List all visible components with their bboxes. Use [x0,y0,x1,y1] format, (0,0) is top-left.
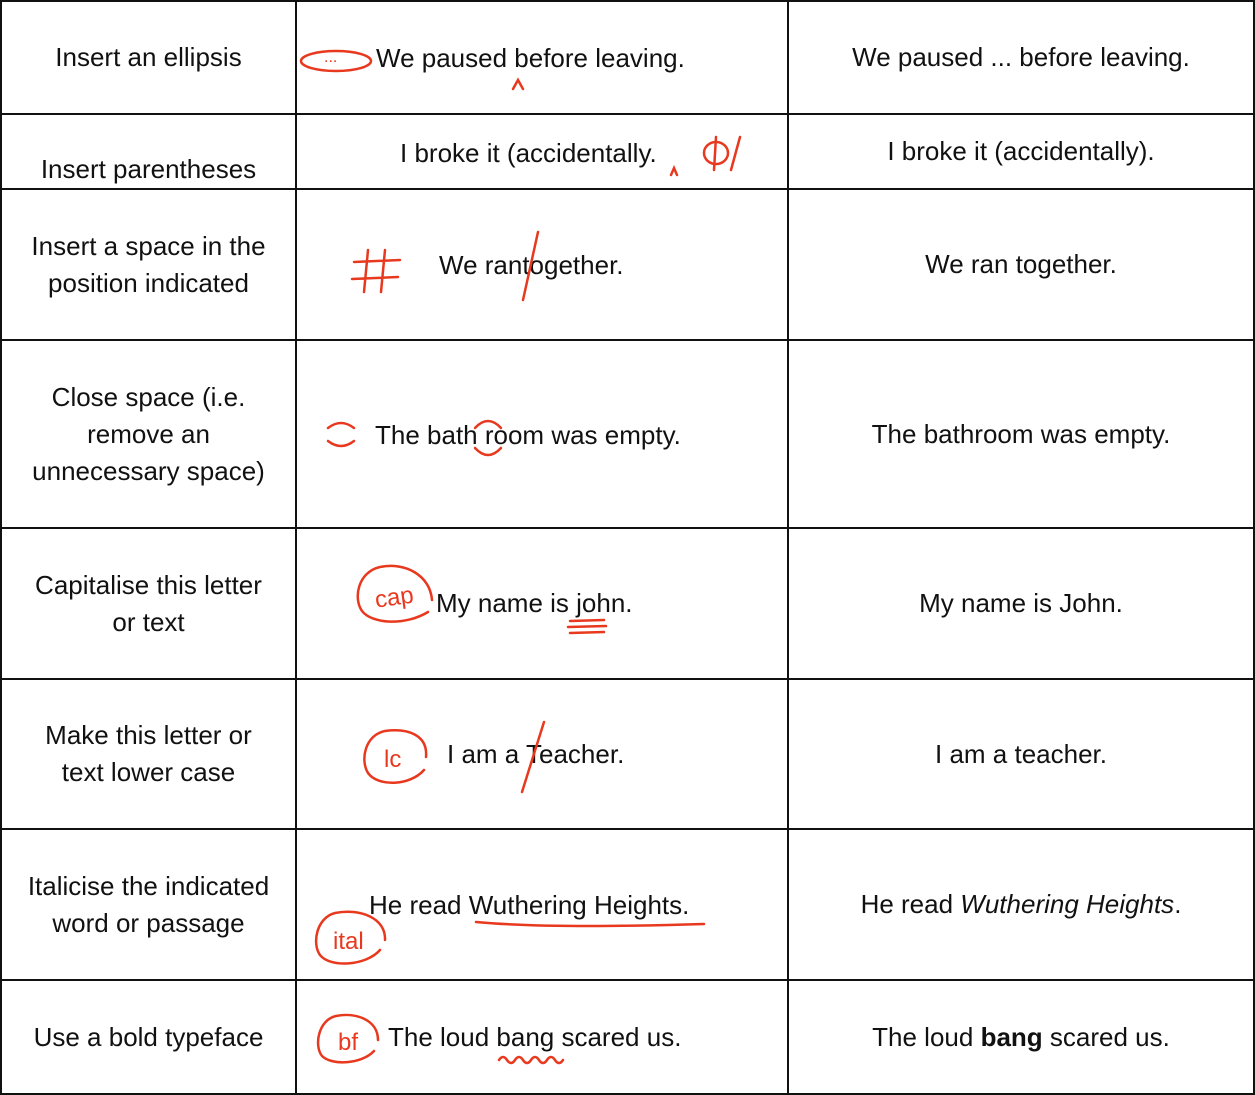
instruction-cell [2,680,295,828]
result-text [872,1019,1170,1056]
marked-sentence: He read Wuthering Heights. [369,890,690,920]
instruction-text: Close space (i.e. remove an unnecessary space) [32,381,265,486]
result-part: He read [860,889,961,919]
column-divider [295,0,297,1095]
marked-sentence: The bath room was empty. [375,420,681,450]
underline-mark [476,922,704,926]
result-cell [789,830,1253,979]
result-part: . [1174,889,1182,919]
result-text: I am a teacher. [935,738,1107,769]
hash-mark [352,250,400,292]
instruction-text: Italicise the indicated word or passage [27,870,270,938]
triple-underline-mark [568,620,606,633]
instruction-text: Use a bold typeface [33,1021,264,1052]
marked-sentence: My name is john. [436,588,633,618]
result-part: The loud [872,1021,981,1052]
marked-sentence: I am a Teacher. [447,739,625,769]
instruction-text: Insert an ellipsis [55,42,242,72]
slash-mark [731,137,740,170]
wavy-underline-mark [499,1057,563,1063]
instruction-cell [2,115,295,188]
instruction-cell [2,341,295,527]
result-bold-part: bang [980,1021,1043,1052]
marked-sentence: We paused before leaving. [376,43,685,73]
cap-label-mark: cap [373,581,416,614]
parenthesis-mark [714,137,716,170]
caret-mark [513,80,523,89]
result-cell [789,2,1253,113]
marked-sentence: The loud bang scared us. [388,1022,682,1052]
instruction-text: Insert parentheses [40,154,257,184]
bf-label-mark: bf [338,1029,359,1056]
instruction-cell [2,830,295,979]
marked-sentence: We rantogether. [439,250,624,280]
ellipsis-dots-mark: ... [324,49,338,66]
ellipsis-circle-mark [301,51,371,71]
ital-label-mark: ital [333,928,364,955]
instruction-text: Insert a space in the position indicated [31,230,266,298]
result-text: I broke it (accidentally). [887,136,1155,166]
instruction-cell [2,190,295,339]
instruction-cell [2,981,295,1093]
instruction-cell [2,529,295,678]
close-space-mark [328,423,354,428]
result-italic-part: Wuthering Heights [960,889,1175,919]
result-cell [789,981,1253,1093]
close-space-mark [328,441,354,446]
result-text: My name is John. [919,588,1123,618]
cap-circle-mark [358,566,432,622]
result-cell [789,115,1253,188]
result-cell [789,680,1253,828]
lc-label-mark: lc [384,746,402,773]
parenthesis-mark [704,142,728,164]
result-text [861,886,1182,923]
result-cell [789,341,1253,527]
result-text: We ran together. [925,249,1117,279]
instruction-cell [2,2,295,113]
caret-mark [671,168,677,175]
result-text: We paused ... before leaving. [852,42,1190,72]
result-cell [789,190,1253,339]
bf-circle-mark [318,1015,378,1062]
instruction-text: Make this letter or text lower case [45,720,252,787]
lc-circle-mark [364,730,426,782]
marked-sentence: I broke it (accidentally. [400,138,657,168]
result-cell [789,529,1253,678]
result-part: scared us. [1042,1021,1170,1052]
result-text: The bathroom was empty. [871,418,1171,449]
instruction-text: Capitalise this letter or text [35,569,262,637]
